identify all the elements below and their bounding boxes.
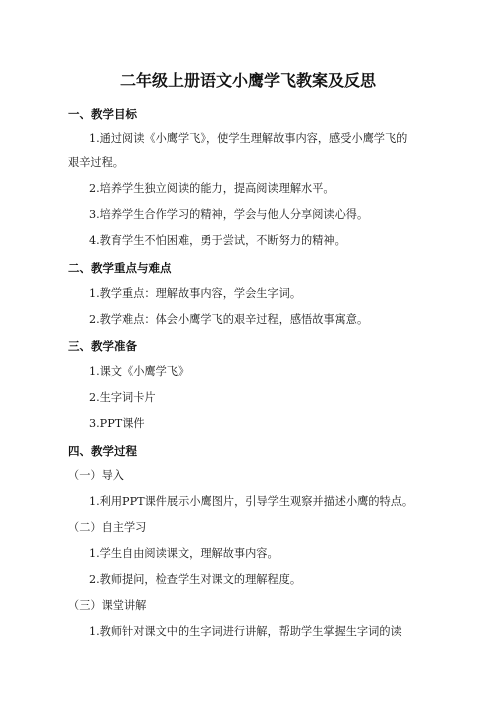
paragraph: 2.培养学生独立阅读的能力，提高阅读理解水平。 — [89, 182, 335, 195]
paragraph: 2.教学难点：体会小鹰学飞的艰辛过程，感悟故事寓意。 — [89, 313, 369, 326]
paragraph: 1.利用PPT课件展示小鹰图片，引导学生观察并描述小鹰的特点。 — [89, 495, 414, 508]
section-heading-objectives: 一、教学目标 — [68, 107, 137, 121]
paragraph: 1.学生自由阅读课文，理解故事内容。 — [89, 547, 279, 560]
document-title: 二年级上册语文小鹰学飞教案及反思 — [119, 71, 376, 90]
paragraph: 2.教师提问，检查学生对课文的理解程度。 — [89, 573, 302, 586]
section-heading-preparation: 三、教学准备 — [68, 339, 137, 353]
paragraph: 艰辛过程。 — [68, 156, 124, 169]
paragraph: 3.培养学生合作学习的精神，学会与他人分享阅读心得。 — [89, 208, 369, 221]
section-heading-key-points: 二、教学重点与难点 — [68, 261, 172, 275]
paragraph: 2.生字词卡片 — [89, 391, 156, 404]
paragraph: 1.课文《小鹰学飞》 — [89, 365, 190, 378]
paragraph: 1.教学重点：理解故事内容，学会生字词。 — [89, 287, 302, 300]
subheading-intro: （一）导入 — [68, 469, 124, 482]
paragraph: 1.教师针对课文中的生字词进行讲解，帮助学生掌握生字词的读 — [89, 625, 402, 638]
subheading-lecture: （三）课堂讲解 — [68, 599, 147, 612]
paragraph: 4.教育学生不怕困难，勇于尝试，不断努力的精神。 — [89, 234, 346, 247]
section-heading-process: 四、教学过程 — [68, 444, 137, 458]
paragraph: 1.通过阅读《小鹰学飞》，使学生理解故事内容，感受小鹰学飞的 — [89, 132, 408, 145]
paragraph: 3.PPT课件 — [89, 417, 145, 430]
subheading-self-study: （二）自主学习 — [68, 521, 147, 534]
